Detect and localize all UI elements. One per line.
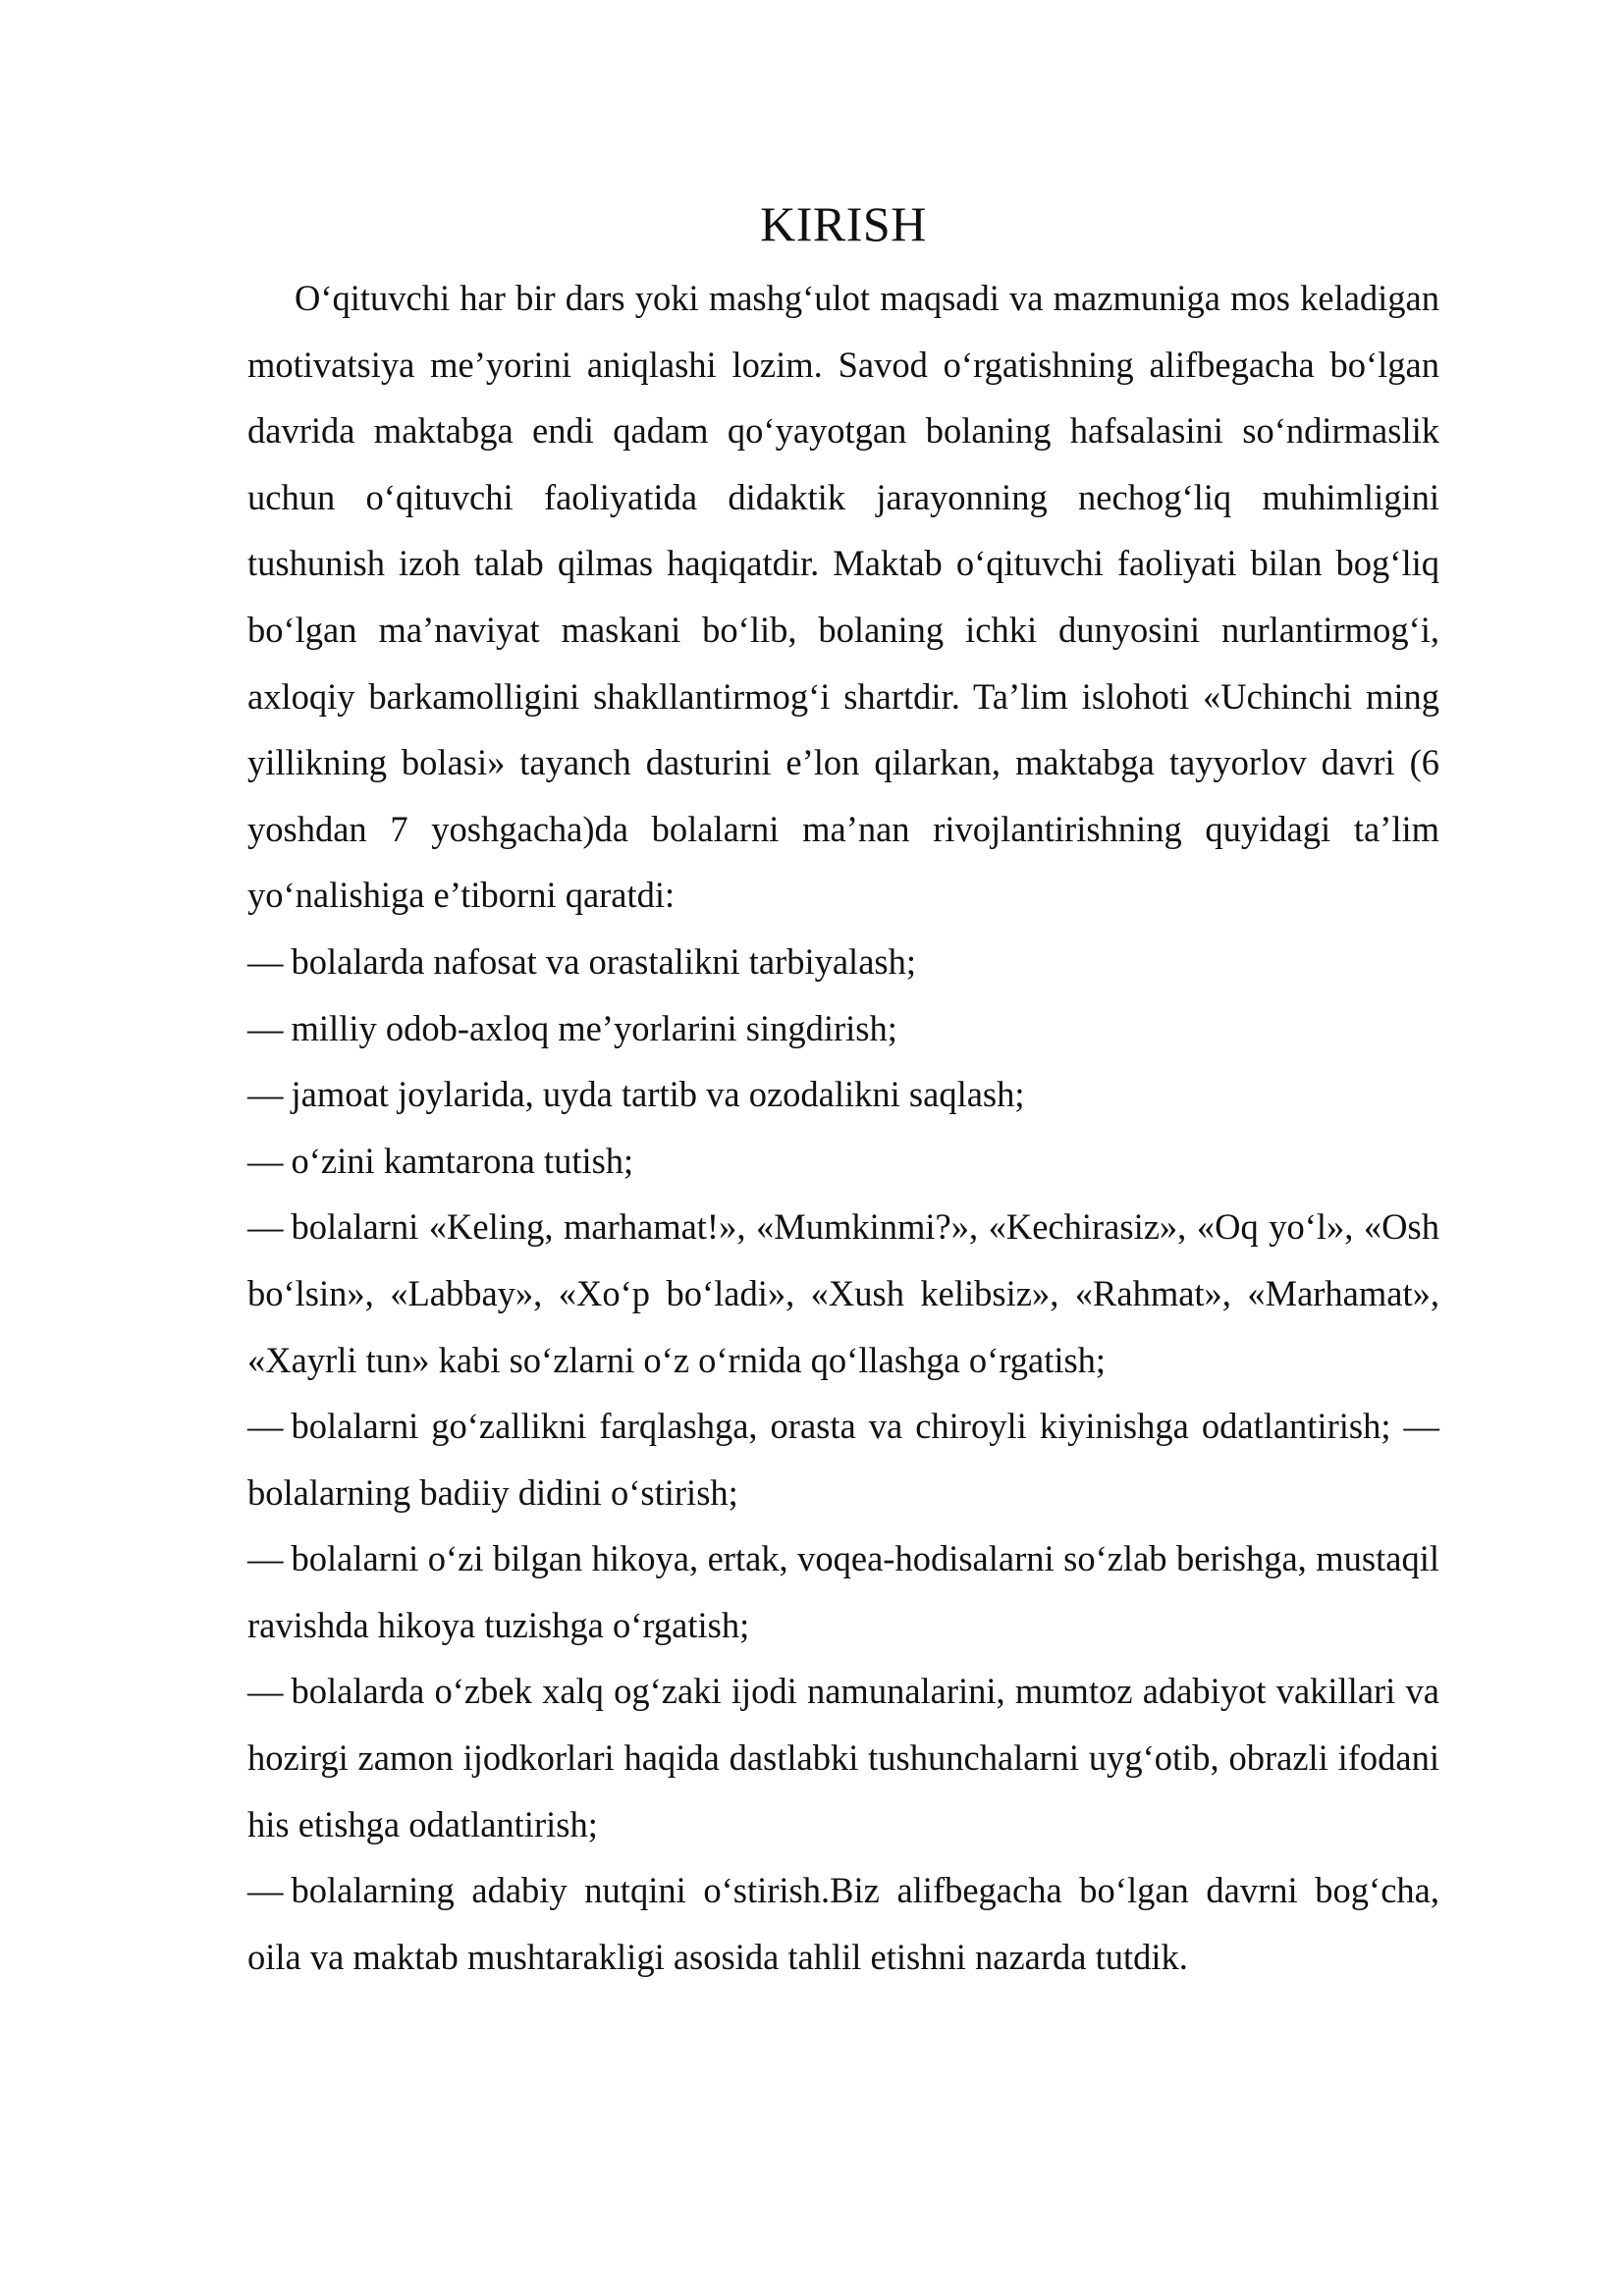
list-item	[247, 1525, 1439, 1658]
dash-marker: —	[247, 1206, 284, 1248]
list-item	[247, 1393, 1439, 1525]
list-item-text: bolalarda o‘zbek xalq og‘zaki ijodi namunalarini, mumtoz adabiyot vakillari va hozirgi zamon ijodkorlari haqida dastlabki tushunchalarni uyg‘otib, obrazli ifodani his etishga odatlantirish;	[247, 1671, 1439, 1844]
dash-marker: —	[247, 1074, 284, 1115]
list-item-text: jamoat joylarida, uyda tartib va ozodalikni saqlash;	[291, 1074, 1025, 1115]
dash-marker: —	[247, 1406, 284, 1447]
list-item	[247, 929, 1439, 995]
list-item-text: bolalarda nafosat va orastalikni tarbiyalash;	[291, 940, 916, 982]
dash-marker: —	[247, 1538, 284, 1579]
list-item-text: bolalarni go‘zallikni farqlashga, orasta va chiroyli kiyinishga odatlantirish; — bolalarning badiiy didini o‘stirish;	[247, 1406, 1439, 1513]
list-item	[247, 995, 1439, 1062]
list-item-text: o‘zini kamtarona tutish;	[291, 1140, 634, 1181]
list-item	[247, 1194, 1439, 1393]
dash-marker: —	[247, 1007, 284, 1048]
list-item	[247, 1857, 1439, 1990]
intro-paragraph: O‘qituvchi har bir dars yoki mashg‘ulot maqsadi va mazmuniga mos keladigan motivatsiya me’yorini aniqlashi lozim. Savod o‘rgatishning alifbegacha bo‘lgan davrida maktabga endi qadam qo‘yayotgan bolaning hafsalasini so‘ndirmaslik uchun o‘qituvchi faoliyatida didaktik jarayonning nechog‘liq muhimligini tushunish izoh talab qilmas haqiqatdir. Maktab o‘qituvchi faoliyati bilan bog‘liq bo‘lgan ma’naviyat maskani bo‘lib, bolaning ichki dunyosini nurlantirmog‘i, axloqiy barkamolligini shakllantirmog‘i shartdir. Ta’lim islohoti «Uchinchi ming yillikning bolasi» tayanch dasturini e’lon qilarkan, maktabga tayyorlov davri (6 yoshdan 7 yoshgacha)da bolalarni ma’nan rivojlantirishning quyidagi ta’lim yo‘nalishiga e’tiborni qaratdi:	[247, 278, 1439, 916]
list-item-text: milliy odob-axloq me’yorlarini singdirish;	[291, 1007, 897, 1048]
list-item-text: bolalarni o‘zi bilgan hikoya, ertak, voqea-hodisalarni so‘zlab berishga, mustaqil ravishda hikoya tuzishga o‘rgatish;	[247, 1538, 1439, 1645]
page-title: KIRISH	[760, 196, 927, 251]
list-item-text: bolalarning adabiy nutqini o‘stirish.Biz alifbegacha bo‘lgan davrni bog‘cha, oila va maktab mushtarakligi asosida tahlil etishni nazarda tutdik.	[247, 1870, 1439, 1977]
list-item	[247, 1061, 1439, 1128]
list-item	[247, 1128, 1439, 1195]
dash-marker: —	[247, 940, 284, 982]
bullet-list	[247, 929, 1439, 1991]
document-page	[247, 188, 1439, 1990]
list-item	[247, 1658, 1439, 1857]
dash-marker: —	[247, 1870, 284, 1911]
list-item-text: bolalarni «Keling, marhamat!», «Mumkinmi?», «Kechirasiz», «Oq yo‘l», «Osh bo‘lsin», «Labbay», «Xo‘p bo‘ladi», «Xush kelibsiz», «Rahmat», «Marhamat», «Xayrli tun» kabi so‘zlarni o‘z o‘rnida qo‘llashga o‘rgatish;	[247, 1206, 1439, 1380]
dash-marker: —	[247, 1140, 284, 1181]
dash-marker: —	[247, 1671, 284, 1712]
